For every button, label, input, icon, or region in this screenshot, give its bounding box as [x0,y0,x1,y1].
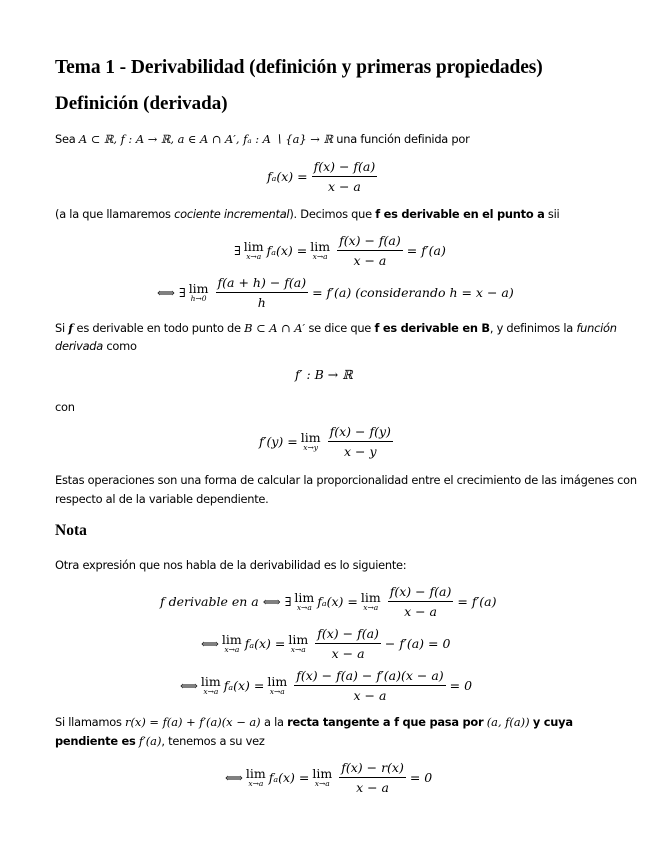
text: Si [55,321,69,335]
text: , y definimos la [489,321,577,335]
lim-word: lim [267,673,288,689]
page-title: Tema 1 - Derivabilidad (definición y primeras propiedades) [55,57,543,78]
equation-derivative-at-y [259,424,397,459]
math-inline: B ⊂ A ∩ A′ [244,321,306,335]
iff-exists: ⟺ ∃ [157,285,186,300]
limit [300,429,321,452]
limit [288,631,309,654]
numerator: f(x) − r(x) [339,760,406,778]
numerator: f(a + h) − f(a) [216,275,309,293]
limit [245,765,266,788]
lim-subscript: x→a [296,602,312,612]
iff-symbol: ⟺ [201,636,219,651]
eq-rhs: = 0 [409,770,433,785]
lim-subscript: x→a [246,251,262,261]
equation-limit-tangent-form [180,668,472,703]
paragraph-tangent-line1 [55,713,573,731]
fraction [315,626,381,661]
limit [200,673,221,696]
eq-function: fₐ(x) = [266,243,308,258]
lim-subscript: x→a [224,644,240,654]
text: , tenemos a su vez [161,734,265,748]
lim-word: lim [245,765,266,781]
limit [188,280,209,303]
paragraph-derivative-function-line2 [55,337,137,355]
text: a la [260,715,288,729]
fraction [339,760,406,795]
iff-symbol: ⟺ [180,678,198,693]
lim-subscript: h→0 [190,293,207,303]
lim-word: lim [300,429,321,445]
equation-difference-quotient [267,159,381,194]
bold-text: recta tangente a f que pasa por [287,715,484,729]
equation-derivative-limit-h [157,275,514,310]
equation-derivative-limit [234,233,446,268]
numerator: f(x) − f(a) − f′(a)(x − a) [294,668,445,686]
denominator: x − a [356,780,389,795]
text: Si llamamos [55,715,126,729]
lim-subscript: x→a [290,644,306,654]
fraction [337,233,403,268]
math-inline: f [68,321,74,335]
limit [312,765,333,788]
paragraph-proportionality-line1: Estas operaciones son una forma de calcular la proporcionalidad entre el crecimiento de las imágenes con [55,473,637,487]
eq-rhs: = f′(a) [457,594,497,609]
denominator: x − a [327,179,361,194]
math-inline: f′(a) [138,734,162,748]
paragraph-con: con [55,400,75,414]
eq-function: fₐ(x) = [317,594,358,609]
eq-lhs: f derivable en a ⟺ ∃ [160,594,292,609]
fraction [312,159,378,194]
bold-text: f es derivable en el punto a [375,207,545,221]
lim-subscript: x→a [314,778,330,788]
lim-word: lim [294,589,315,605]
lim-word: lim [288,631,309,647]
lim-subscript: x→y [303,442,319,452]
exists-symbol: ∃ [234,243,241,258]
numerator: f(x) − f(a) [315,626,381,644]
text: (a la que llamaremos [55,207,175,221]
numerator: f(x) − f(y) [328,424,393,442]
denominator: x − y [343,444,377,459]
math-inline: (a, f(a)) [486,715,530,729]
denominator: h [257,295,266,310]
section-heading-nota: Nota [55,522,87,539]
limit [221,631,242,654]
lim-word: lim [312,765,333,781]
lim-word: lim [360,589,381,605]
eq-rhs: = f′(a) (considerando h = x − a) [312,285,514,300]
bold-text: y cuya [532,715,573,729]
numerator: f(x) − f(a) [312,159,378,177]
denominator: x − a [353,253,387,268]
eq-expr: f′ : B → ℝ [295,367,353,382]
paragraph-tangent-line2 [55,732,265,750]
eq-rhs: = f′(a) [406,243,446,258]
italic-text: cociente incremental [174,207,290,221]
limit [310,238,331,261]
text: se dice que [305,321,375,335]
eq-lhs: fₐ(x) = [267,169,308,184]
lim-subscript: x→a [363,602,379,612]
equation-derivable-iff [160,584,497,619]
italic-text: derivada [55,339,104,353]
text: una función definida por [332,132,470,146]
paragraph-derivable-definition [55,205,559,223]
text: ). Decimos que [289,207,376,221]
eq-rhs: = 0 [449,678,473,693]
denominator: x − a [353,688,387,703]
fraction [328,424,393,459]
eq-function: fₐ(x) = [223,678,265,693]
lim-word: lim [200,673,221,689]
lim-word: lim [221,631,242,647]
math-inline: A ⊂ ℝ, f : A → ℝ, a ∈ A ∩ A′, fₐ : A ∖ {a} → ℝ [78,132,333,146]
text: como [103,339,137,353]
limit [267,673,288,696]
numerator: f(x) − f(a) [337,233,403,251]
text: Sea [55,132,79,146]
paragraph-proportionality-line2: respecto al de la variable dependiente. [55,492,269,506]
bold-text: pendiente es [55,734,136,748]
lim-word: lim [188,280,209,296]
section-heading-definition: Definición (derivada) [55,93,228,114]
iff-symbol: ⟺ [225,770,243,785]
lim-word: lim [310,238,331,254]
limit [294,589,315,612]
eq-rhs: − f′(a) = 0 [384,636,451,651]
lim-subscript: x→a [203,686,219,696]
eq-function: fₐ(x) = [244,636,286,651]
paragraph-definition-intro [55,130,470,148]
text: es derivable en todo punto de [73,321,245,335]
paragraph-derivative-function-line1 [55,319,617,337]
bold-text: f es derivable en B [374,321,490,335]
limit [360,589,381,612]
lim-word: lim [243,238,264,254]
denominator: x − a [331,646,365,661]
equation-derivative-map [295,367,353,382]
lim-subscript: x→a [312,251,328,261]
fraction [388,584,454,619]
eq-function: fₐ(x) = [268,770,310,785]
equation-limit-minus-derivative [201,626,450,661]
lim-subscript: x→a [248,778,264,788]
lim-subscript: x→a [269,686,285,696]
italic-text: función [576,321,617,335]
fraction [216,275,309,310]
math-inline: r(x) = f(a) + f′(a)(x − a) [125,715,261,729]
numerator: f(x) − f(a) [388,584,454,602]
fraction [294,668,445,703]
paragraph-nota-intro: Otra expresión que nos habla de la derivabilidad es lo siguiente: [55,558,407,572]
denominator: x − a [404,604,437,619]
text: sii [544,207,560,221]
eq-lhs: f′(y) = [259,434,298,449]
limit [243,238,264,261]
equation-limit-tangent-zero [225,760,432,795]
